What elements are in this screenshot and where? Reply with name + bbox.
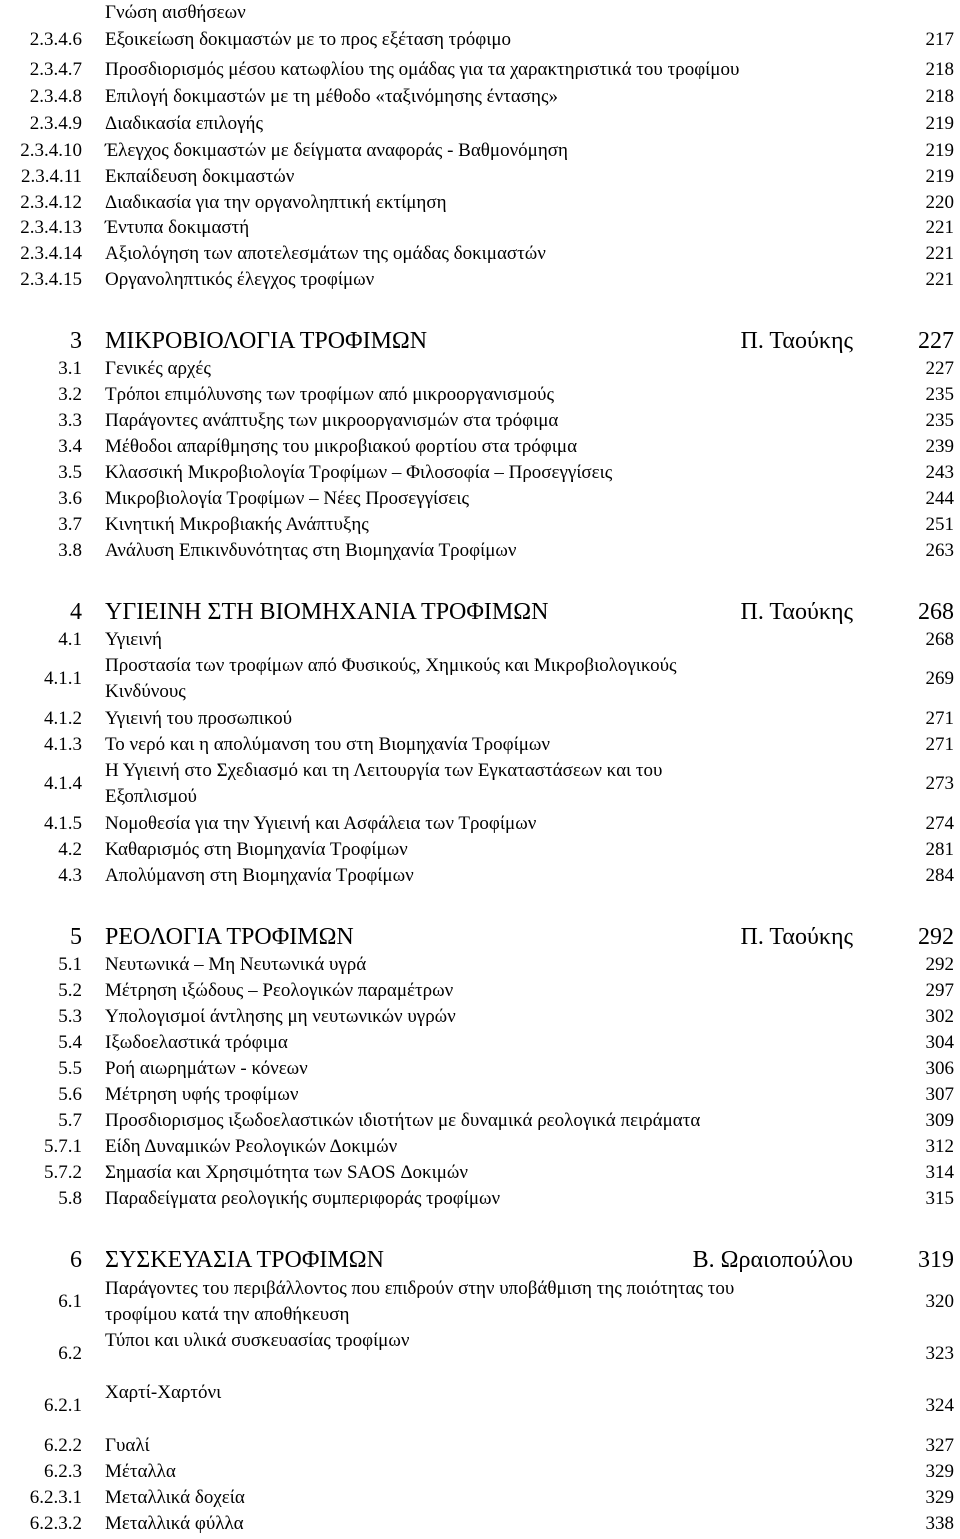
entry-page: 219: [925, 166, 954, 187]
entry-title: Γενικές αρχές: [105, 358, 211, 379]
entry-number: 3.6: [58, 488, 82, 509]
entry-page: 221: [925, 269, 954, 290]
entry-number: 2.3.4.13: [20, 217, 82, 238]
entry-page: 268: [925, 629, 954, 650]
entry-title: Προσδιορισμός μέσου κατωφλίου της ομάδας για τα χαρακτηριστικά του τροφίμου: [105, 59, 740, 80]
chapter-author: Π. Ταούκης: [740, 599, 853, 625]
entry-number: 6.2: [58, 1343, 82, 1364]
entry-page: 309: [925, 1110, 954, 1131]
chapter-title: ΜΙΚΡΟΒΙΟΛΟΓΙΑ ΤΡΟΦΙΜΩΝ: [105, 328, 428, 354]
entry-page: 271: [925, 734, 954, 755]
entry-number: 5.5: [58, 1058, 82, 1079]
entry-page: 218: [925, 86, 954, 107]
entry-title: Μέτρηση υφής τροφίμων: [105, 1084, 299, 1105]
entry-number: 3.4: [58, 436, 82, 457]
chapter-number: 6: [70, 1247, 82, 1273]
entry-page: 263: [925, 540, 954, 561]
entry-title: Μέταλλα: [105, 1461, 176, 1482]
entry-title: Καθαρισμός στη Βιομηχανία Τροφίμων: [105, 839, 408, 860]
entry-page: 281: [925, 839, 954, 860]
entry-number: 5.6: [58, 1084, 82, 1105]
entry-page: 227: [925, 358, 954, 379]
entry-number: 2.3.4.7: [29, 59, 82, 80]
entry-title: Εκπαίδευση δοκιμαστών: [105, 166, 295, 187]
entry-number: 5.7.1: [44, 1136, 82, 1157]
entry-title: Έλεγχος δοκιμαστών με δείγματα αναφοράς - Βαθμονόμηση: [105, 140, 568, 161]
toc-entry: [0, 1380, 960, 1432]
chapter-author: Π. Ταούκης: [740, 924, 853, 950]
entry-title: Επιλογή δοκιμαστών με τη μέθοδο «ταξινόμησης έντασης»: [105, 86, 559, 107]
entry-number: 4.1.2: [44, 708, 82, 729]
entry-title: Γνώση αισθήσεων: [105, 2, 246, 23]
chapter-author: Β. Ωραιοπούλου: [692, 1247, 853, 1273]
entry-number: 4.1.1: [44, 668, 82, 689]
chapter-title: ΣΥΣΚΕΥΑΣΙΑ ΤΡΟΦΙΜΩΝ: [105, 1247, 384, 1273]
entry-title-line-2: τροφίμου κατά την αποθήκευση: [105, 1304, 350, 1325]
entry-page: 251: [925, 514, 954, 535]
entry-title: Μεταλλικά δοχεία: [105, 1487, 245, 1508]
entry-title: Είδη Δυναμικών Ρεολογικών Δοκιμών: [105, 1136, 398, 1157]
entry-page: 312: [925, 1136, 954, 1157]
entry-page: 271: [925, 708, 954, 729]
entry-number: 3.5: [58, 462, 82, 483]
entry-page: 329: [925, 1461, 954, 1482]
entry-number: 4.1.4: [44, 773, 82, 794]
entry-title: Τρόποι επιμόλυνσης των τροφίμων από μικροοργανισμούς: [105, 384, 554, 405]
entry-title: Προσδιορισμος ιξωδοελαστικών ιδιοτήτων με δυναμικά ρεολογικά πειράματα: [105, 1110, 701, 1131]
toc-entry: [0, 758, 960, 810]
entry-title: Υπολογισμοί άντλησης μη νευτωνικών υγρών: [105, 1006, 456, 1027]
entry-title: Απολύμανση στη Βιομηχανία Τροφίμων: [105, 865, 414, 886]
entry-page: 324: [925, 1395, 954, 1416]
entry-title: Εξοικείωση δοκιμαστών με το προς εξέταση τρόφιμο: [105, 29, 512, 50]
entry-title: Σημασία και Χρησιμότητα των SAOS Δοκιμών: [105, 1162, 469, 1183]
entry-number: 2.3.4.14: [20, 243, 82, 264]
chapter-page: 227: [918, 328, 954, 354]
entry-title: Ανάλυση Επικινδυνότητας στη Βιομηχανία Τροφίμων: [105, 540, 517, 561]
entry-number: 5.7.2: [44, 1162, 82, 1183]
entry-page: 235: [925, 410, 954, 431]
chapter-number: 5: [70, 924, 82, 950]
entry-number: 4.3: [58, 865, 82, 886]
entry-number: 6.2.3.2: [29, 1513, 82, 1534]
entry-title: Μικροβιολογία Τροφίμων – Νέες Προσεγγίσεις: [105, 488, 470, 509]
entry-number: 2.3.4.11: [20, 166, 82, 187]
entry-title: Οργανοληπτικός έλεγχος τροφίμων: [105, 269, 375, 290]
entry-page: 306: [925, 1058, 954, 1079]
entry-page: 219: [925, 113, 954, 134]
entry-page: 307: [925, 1084, 954, 1105]
entry-title: Μέθοδοι απαρίθμησης του μικροβιακού φορτίου στα τρόφιμα: [105, 436, 578, 457]
entry-number: 5.2: [58, 980, 82, 1001]
chapter-page: 319: [918, 1247, 954, 1273]
entry-title: Μεταλλικά φύλλα: [105, 1513, 244, 1534]
entry-page: 244: [925, 488, 954, 509]
entry-title: Μέτρηση ιξώδους – Ρεολογικών παραμέτρων: [105, 980, 454, 1001]
entry-title: Παράγοντες ανάπτυξης των μικροοργανισμών στα τρόφιμα: [105, 410, 559, 431]
entry-title: Έντυπα δοκιμαστή: [105, 217, 250, 238]
entry-number: 5.3: [58, 1006, 82, 1027]
entry-number: 4.2: [58, 839, 82, 860]
entry-number: 4.1.3: [44, 734, 82, 755]
entry-page: 218: [925, 59, 954, 80]
entry-number: 2.3.4.10: [20, 140, 82, 161]
entry-number: 6.1: [58, 1291, 82, 1312]
entry-number: 5.8: [58, 1188, 82, 1209]
entry-page: 284: [925, 865, 954, 886]
toc-entry: [0, 1328, 960, 1380]
entry-title: Υγιεινή του προσωπικού: [105, 708, 293, 729]
entry-title: Τύποι και υλικά συσκευασίας τροφίμων: [105, 1330, 410, 1351]
chapter-number: 3: [70, 328, 82, 354]
entry-title: Ιξωδοελαστικά τρόφιμα: [105, 1032, 288, 1053]
entry-page: 327: [925, 1435, 954, 1456]
entry-number: 5.4: [58, 1032, 82, 1053]
entry-page: 297: [925, 980, 954, 1001]
entry-title: Νευτωνικά – Μη Νευτωνικά υγρά: [105, 954, 367, 975]
entry-page: 217: [925, 29, 954, 50]
entry-number: 5.7: [58, 1110, 82, 1131]
entry-title: Νομοθεσία για την Υγιεινή και Ασφάλεια των Τροφίμων: [105, 813, 537, 834]
entry-page: 243: [925, 462, 954, 483]
entry-page: 274: [925, 813, 954, 834]
entry-title: Αξιολόγηση των αποτελεσμάτων της ομάδας δοκιμαστών: [105, 243, 546, 264]
entry-page: 338: [925, 1513, 954, 1534]
entry-page: 302: [925, 1006, 954, 1027]
entry-number: 3.1: [58, 358, 82, 379]
entry-number: 6.2.1: [44, 1395, 82, 1416]
entry-number: 6.2.3.1: [29, 1487, 82, 1508]
entry-number: 6.2.3: [44, 1461, 82, 1482]
entry-page: 292: [925, 954, 954, 975]
entry-title: Κινητική Μικροβιακής Ανάπτυξης: [105, 514, 369, 535]
chapter-author: Π. Ταούκης: [740, 328, 853, 354]
entry-number: 5.1: [58, 954, 82, 975]
entry-number: 2.3.4.9: [29, 113, 82, 134]
chapter-page: 292: [918, 924, 954, 950]
entry-number: 3.2: [58, 384, 82, 405]
entry-title: Χαρτί-Χαρτόνι: [105, 1382, 222, 1403]
entry-title: Το νερό και η απολύμανση του στη Βιομηχανία Τροφίμων: [105, 734, 550, 755]
entry-title: Γυαλί: [105, 1435, 150, 1456]
entry-number: 3.8: [58, 540, 82, 561]
entry-number: 2.3.4.15: [20, 269, 82, 290]
entry-title: Διαδικασία επιλογής: [105, 113, 264, 134]
entry-page: 320: [925, 1291, 954, 1312]
entry-page: 221: [925, 217, 954, 238]
entry-number: 3.3: [58, 410, 82, 431]
entry-number: 4.1: [58, 629, 82, 650]
chapter-number: 4: [70, 599, 82, 625]
entry-page: 269: [925, 668, 954, 689]
entry-page: 329: [925, 1487, 954, 1508]
entry-title-line-2: Εξοπλισμού: [105, 786, 197, 807]
entry-page: 220: [925, 192, 954, 213]
toc-entry: [0, 1276, 960, 1328]
entry-title-line-1: Παράγοντες του περιβάλλοντος που επιδρούν στην υποβάθμιση της ποιότητας του: [105, 1278, 735, 1299]
entry-number: 3.7: [58, 514, 82, 535]
entry-number: 2.3.4.8: [29, 86, 82, 107]
entry-page: 239: [925, 436, 954, 457]
entry-page: 221: [925, 243, 954, 264]
entry-title: Διαδικασία για την οργανοληπτική εκτίμηση: [105, 192, 447, 213]
entry-title: Παραδείγματα ρεολογικής συμπεριφοράς τροφίμων: [105, 1188, 501, 1209]
entry-number: 2.3.4.12: [20, 192, 82, 213]
entry-title: Κλασσική Μικροβιολογία Τροφίμων – Φιλοσοφία – Προσεγγίσεις: [105, 462, 613, 483]
chapter-page: 268: [918, 599, 954, 625]
entry-page: 273: [925, 773, 954, 794]
entry-title-line-1: Η Υγιεινή στο Σχεδιασμό και τη Λειτουργία των Εγκαταστάσεων και του: [105, 760, 663, 781]
entry-title: Ροή αιωρημάτων - κόνεων: [105, 1058, 308, 1079]
entry-page: 304: [925, 1032, 954, 1053]
entry-number: 4.1.5: [44, 813, 82, 834]
entry-page: 219: [925, 140, 954, 161]
entry-title-line-2: Κινδύνους: [105, 681, 186, 702]
entry-page: 323: [925, 1343, 954, 1364]
entry-page: 315: [925, 1188, 954, 1209]
entry-page: 235: [925, 384, 954, 405]
chapter-title: ΡΕΟΛΟΓΙΑ ΤΡΟΦΙΜΩΝ: [105, 924, 354, 950]
entry-title: Υγιεινή: [105, 629, 162, 650]
entry-number: 6.2.2: [44, 1435, 82, 1456]
entry-number: 2.3.4.6: [29, 29, 82, 50]
entry-title-line-1: Προστασία των τροφίμων από Φυσικούς, Χημικούς και Μικροβιολογικούς: [105, 655, 677, 676]
toc-entry: [0, 653, 960, 705]
chapter-title: ΥΓΙΕΙΝΗ ΣΤΗ ΒΙΟΜΗΧΑΝΙΑ ΤΡΟΦΙΜΩΝ: [105, 599, 549, 625]
entry-page: 314: [925, 1162, 954, 1183]
